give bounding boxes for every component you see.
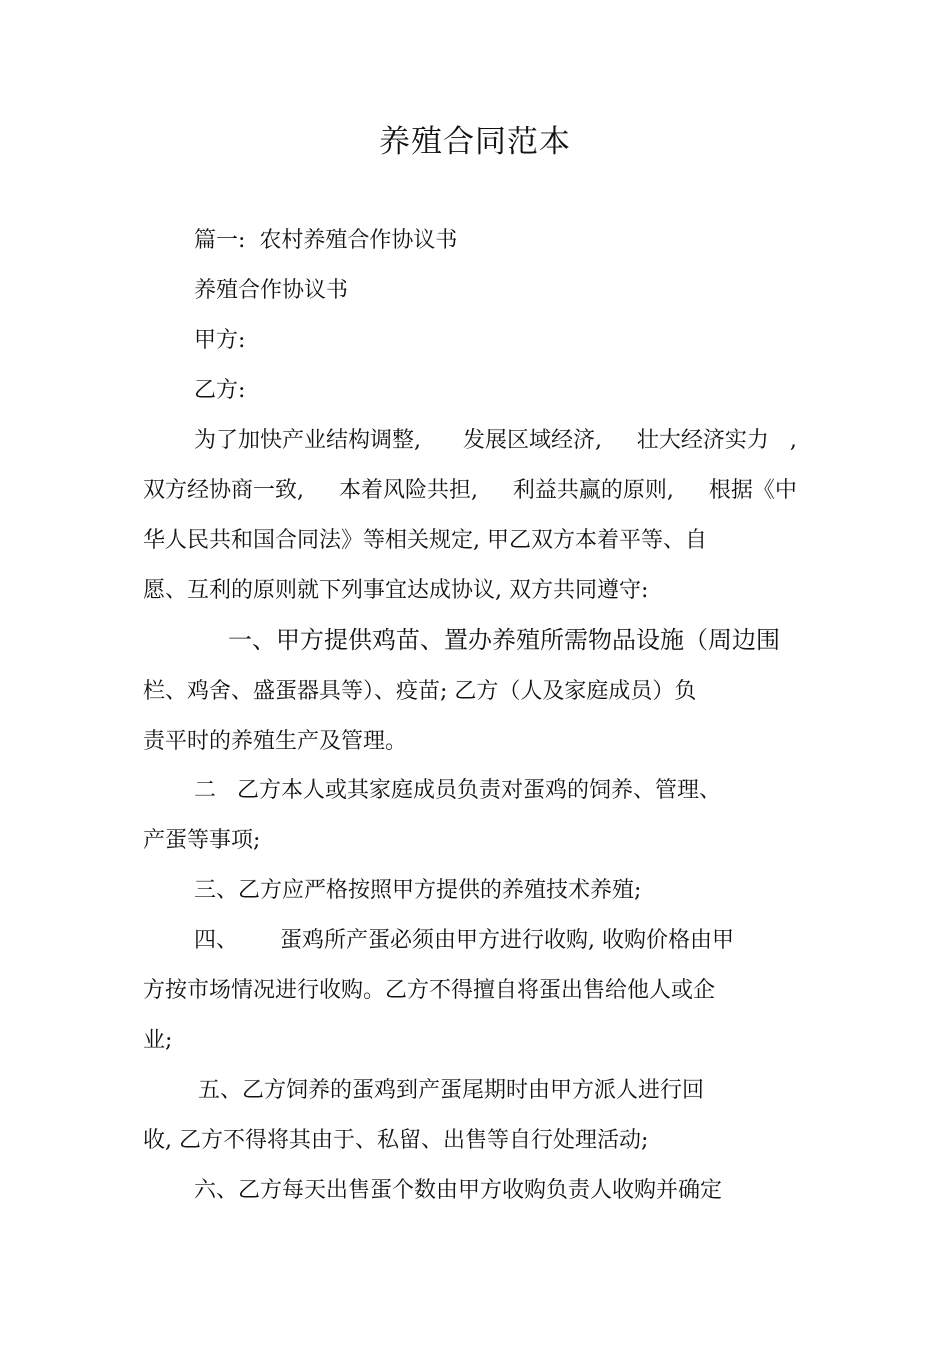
- clause-line: 二 乙方本人或其家庭成员负责对蛋鸡的饲养、管理、: [194, 778, 721, 803]
- clause-line: 五、乙方饲养的蛋鸡到产蛋尾期时由甲方派人进行回: [198, 1078, 705, 1103]
- clause-line: 产蛋等事项;: [143, 828, 261, 853]
- document-title: 养殖合同范本: [379, 124, 571, 160]
- paragraph-line: 双方经协商一致, 本着风险共担, 利益共赢的原则, 根据《中: [143, 478, 797, 503]
- party-a-label: 甲方:: [194, 328, 246, 353]
- clause-line: 业;: [143, 1028, 173, 1053]
- clause-line: 三、乙方应严格按照甲方提供的养殖技术养殖;: [194, 878, 642, 903]
- clause-line: 六、乙方每天出售蛋个数由甲方收购负责人收购并确定: [194, 1178, 723, 1203]
- paragraph-line: 愿、互利的原则就下列事宜达成协议, 双方共同遵守:: [143, 578, 649, 603]
- clause-line: 方按市场情况进行收购。乙方不得擅自将蛋出售给他人或企: [143, 978, 716, 1003]
- paragraph-line: 华人民共和国合同法》等相关规定, 甲乙双方本着平等、自: [143, 528, 707, 553]
- clause-line: 栏、鸡舍、盛蛋器具等）、疫苗; 乙方（人及家庭成员）负: [143, 679, 697, 704]
- clause-line: 一、甲方提供鸡苗、置办养殖所需物品设施（周边围: [228, 626, 780, 654]
- clause-line: 收, 乙方不得将其由于、私留、出售等自行处理活动;: [143, 1128, 649, 1153]
- party-b-label: 乙方:: [194, 378, 246, 403]
- clause-line: 责平时的养殖生产及管理。: [143, 729, 408, 754]
- clause-line: 四、 蛋鸡所产蛋必须由甲方进行收购, 收购价格由甲: [194, 928, 734, 953]
- section-heading: 篇一: 农村养殖合作协议书: [194, 228, 458, 253]
- paragraph-line: 为了加快产业结构调整, 发展区域经济, 壮大经济实力 ,: [194, 428, 797, 453]
- agreement-title: 养殖合作协议书: [194, 278, 349, 303]
